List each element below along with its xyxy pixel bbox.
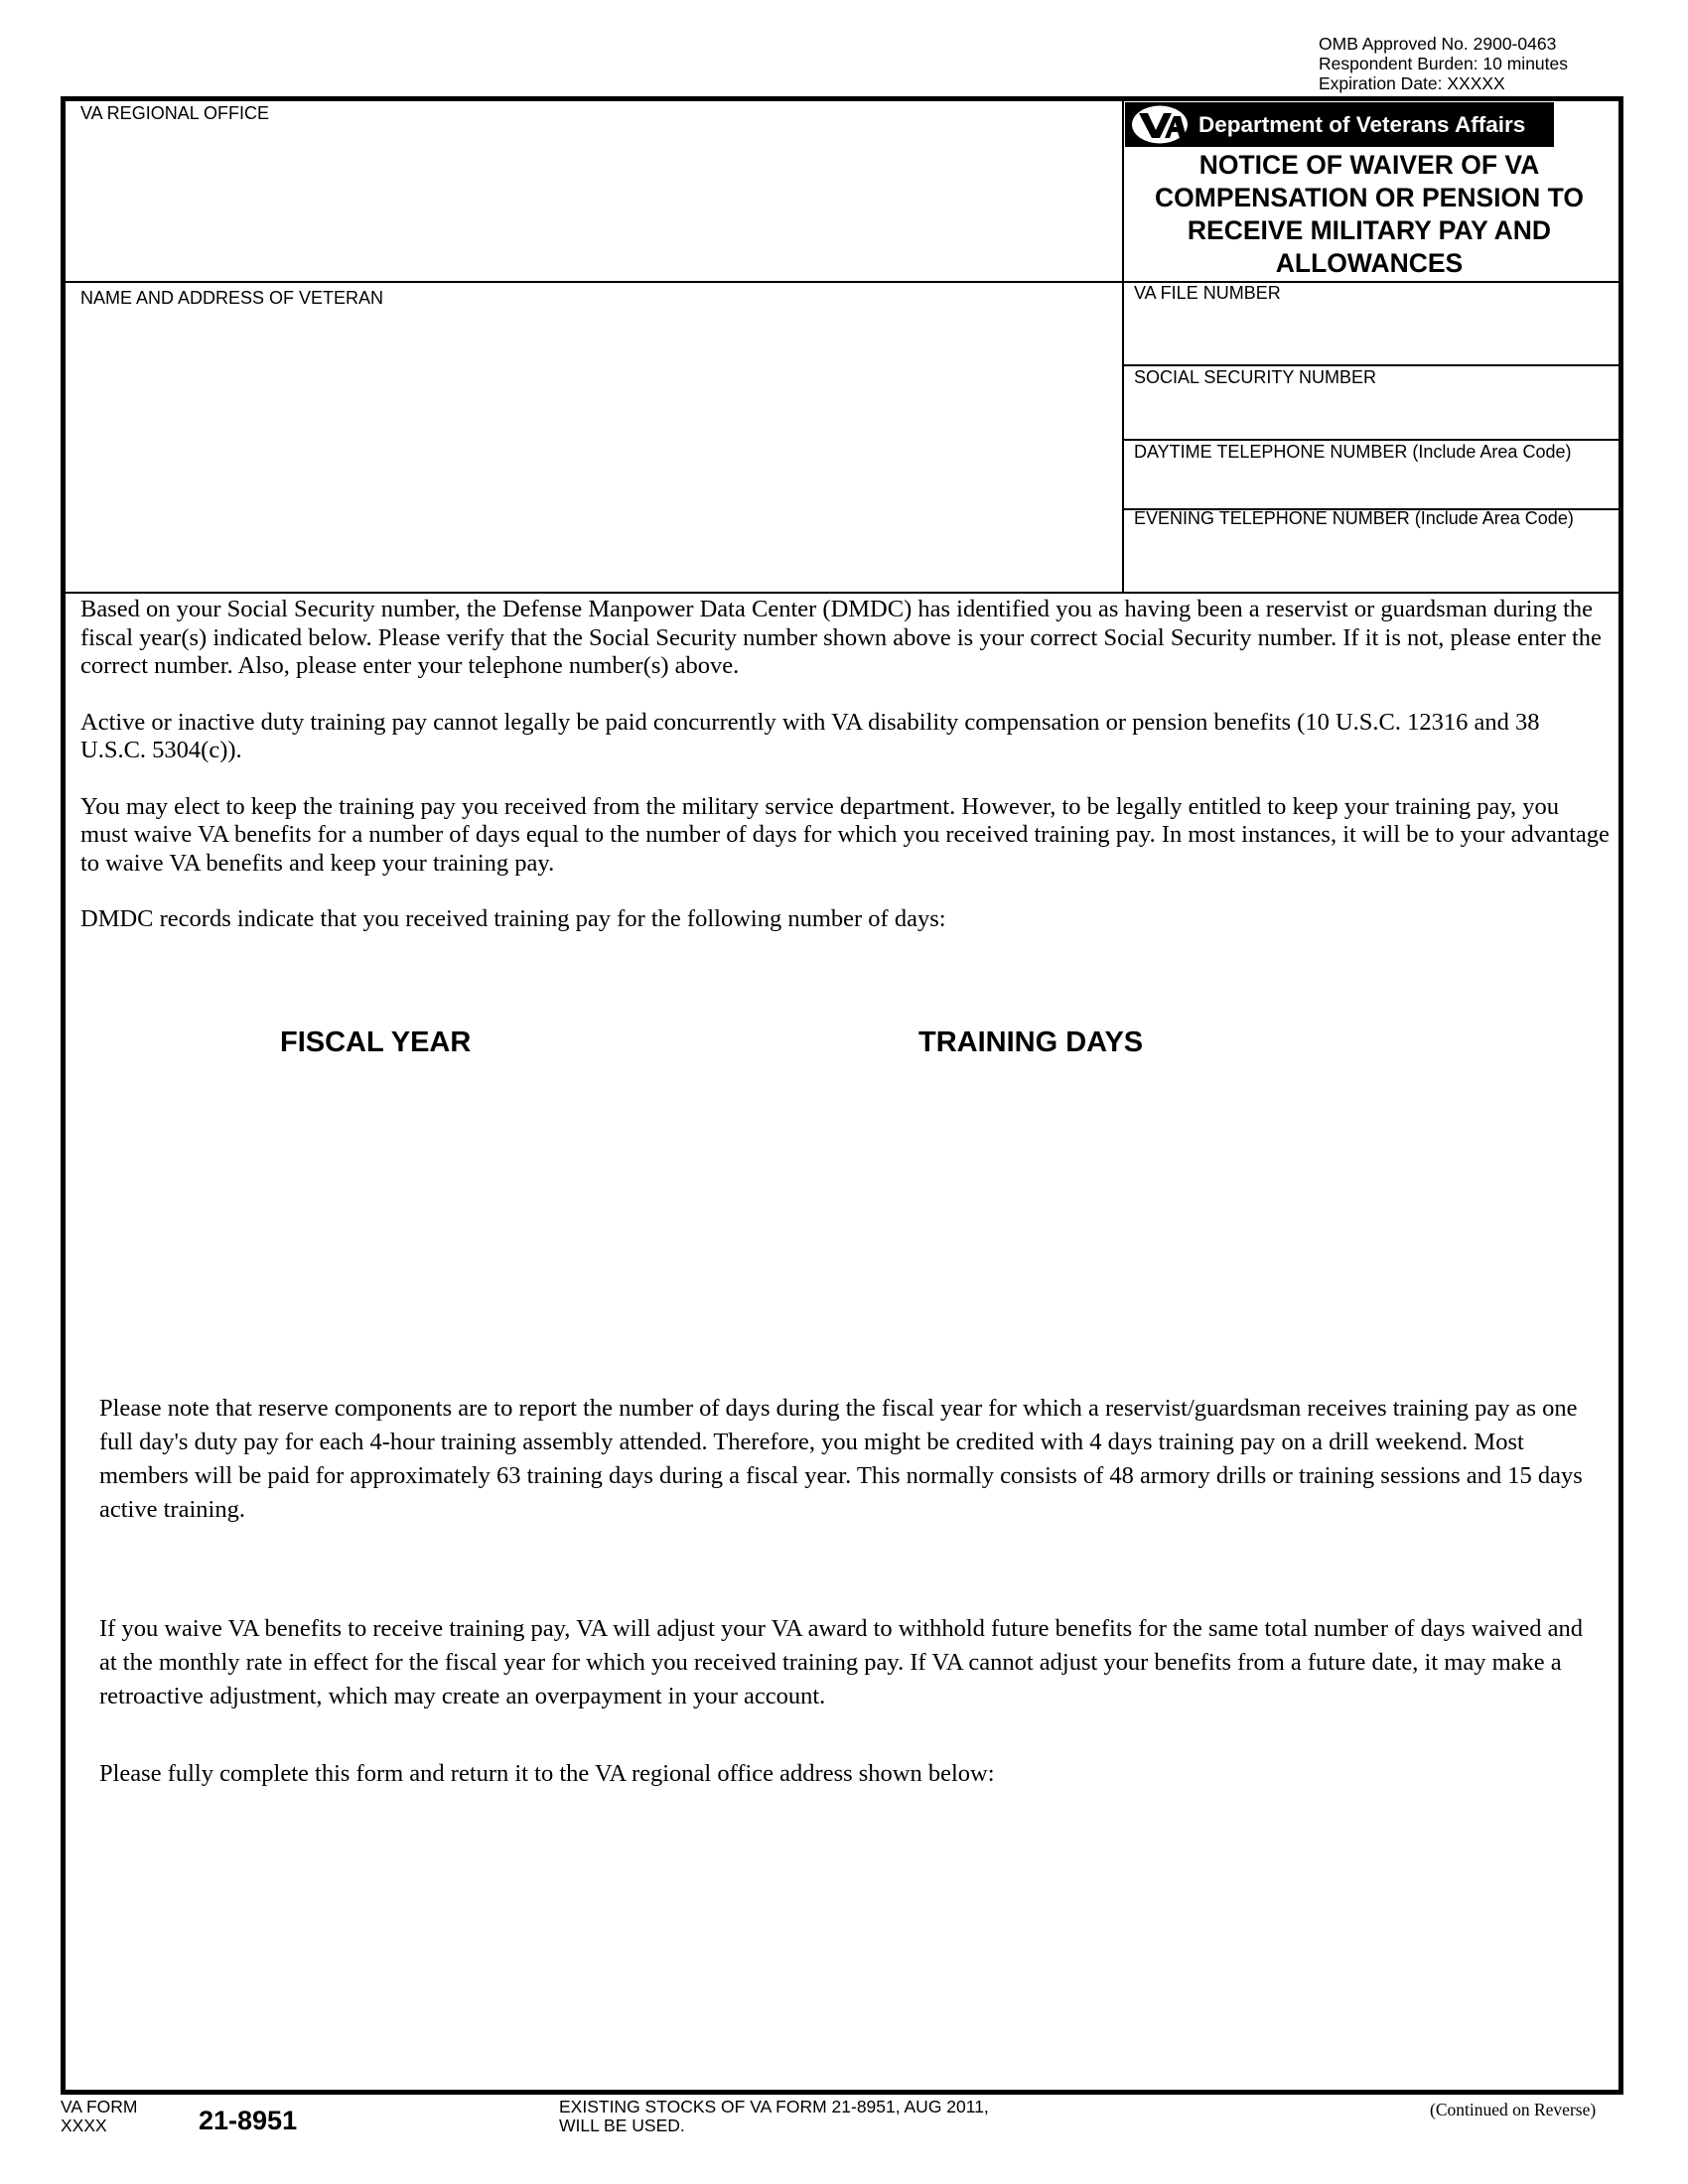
continued-note: (Continued on Reverse) bbox=[1430, 2100, 1597, 2119]
paragraph-return-instructions: Please fully complete this form and return it to the VA regional office address shown below: bbox=[99, 1760, 995, 1787]
form-date: XXXX bbox=[61, 2116, 107, 2135]
regional-office-field[interactable]: VA REGIONAL OFFICE bbox=[80, 103, 270, 123]
stock-note-line2: WILL BE USED. bbox=[559, 2116, 685, 2135]
stock-note-line1: EXISTING STOCKS OF VA FORM 21-8951, AUG 2011, bbox=[559, 2097, 989, 2116]
paragraph-award-adjustment: If you waive VA benefits to receive training pay, VA will adjust your VA award to withhold future benefits for the same total number of days waived and at the monthly rate in effect for the fiscal year for which you received training pay. If VA cannot adjust your benefits from a future date, it may make a retroactive adjustment, which may create an overpayment in your account. bbox=[99, 1615, 1583, 1709]
stock-note bbox=[559, 2098, 989, 2135]
va-banner bbox=[1125, 102, 1554, 147]
omb-info bbox=[1319, 34, 1568, 93]
body-intro bbox=[80, 596, 1610, 934]
form-number: 21-8951 bbox=[199, 2106, 298, 2135]
divider-header-bottom bbox=[61, 592, 1623, 594]
divider-ssn bbox=[1123, 439, 1618, 441]
veteran-name-address-field[interactable]: NAME AND ADDRESS OF VETERAN bbox=[80, 288, 384, 308]
daytime-phone-field[interactable]: DAYTIME TELEPHONE NUMBER (Include Area Code) bbox=[1134, 442, 1572, 462]
department-name: Department of Veterans Affairs bbox=[1198, 111, 1526, 137]
training-days-header: TRAINING DAYS bbox=[918, 1026, 1144, 1058]
fiscal-year-header: FISCAL YEAR bbox=[280, 1026, 472, 1058]
form-title: NOTICE OF WAIVER OF VA COMPENSATION OR PENSION TO RECEIVE MILITARY PAY AND ALLOWANCES bbox=[1155, 150, 1584, 278]
omb-approval: OMB Approved No. 2900-0463 bbox=[1319, 34, 1557, 54]
divider-regional-office bbox=[61, 281, 1125, 283]
paragraph-waiver-election: You may elect to keep the training pay you received from the military service department. However, to be legally entitled to keep your training pay, you must waive VA benefits for a number of days equal to the number of days for which you received training pay. In most instances, it will be to your advantage to waive VA benefits and keep your training pay. bbox=[80, 792, 1610, 877]
respondent-burden: Respondent Burden: 10 minutes bbox=[1319, 54, 1568, 73]
paragraph-reserve-components: Please note that reserve components are to report the number of days during the fiscal year for which a reservist/guardsman receives training pay as one full day's duty pay for each 4-hour training assembly attended. Therefore, you might be credited with 4 days training pay on a drill weekend. Most members will be paid for approximately 63 training days during a fiscal year. This normally consists of 48 armory drills or training sessions and 15 days active training. bbox=[99, 1395, 1583, 1523]
form-frame bbox=[61, 96, 1623, 2095]
divider-vertical-header bbox=[1122, 99, 1124, 593]
va-logo-icon bbox=[1129, 102, 1191, 147]
divider-file-number bbox=[1123, 364, 1618, 366]
evening-phone-field[interactable]: EVENING TELEPHONE NUMBER (Include Area Code) bbox=[1134, 508, 1574, 528]
paragraph-legal-restriction: Active or inactive duty training pay cannot legally be paid concurrently with VA disability compensation or pension benefits (10 U.S.C. 12316 and 38 U.S.C. 5304(c)). bbox=[80, 708, 1540, 763]
footer-form-label bbox=[61, 2098, 137, 2135]
expiration-date: Expiration Date: XXXXX bbox=[1319, 73, 1505, 93]
va-form-label: VA FORM bbox=[61, 2097, 138, 2116]
ssn-field[interactable]: SOCIAL SECURITY NUMBER bbox=[1134, 367, 1377, 387]
va-file-number-field[interactable]: VA FILE NUMBER bbox=[1134, 283, 1281, 303]
paragraph-ssn-verification: Based on your Social Security number, the Defense Manpower Data Center (DMDC) has identified you as having been a reservist or guardsman during the fiscal year(s) indicated below. Please verify that the Social Security number shown above is your correct Social Security number. If it is not, please enter the correct number. Also, please enter your telephone number(s) above. bbox=[80, 596, 1602, 679]
paragraph-dmdc-records: DMDC records indicate that you received training pay for the following number of days: bbox=[80, 905, 946, 932]
